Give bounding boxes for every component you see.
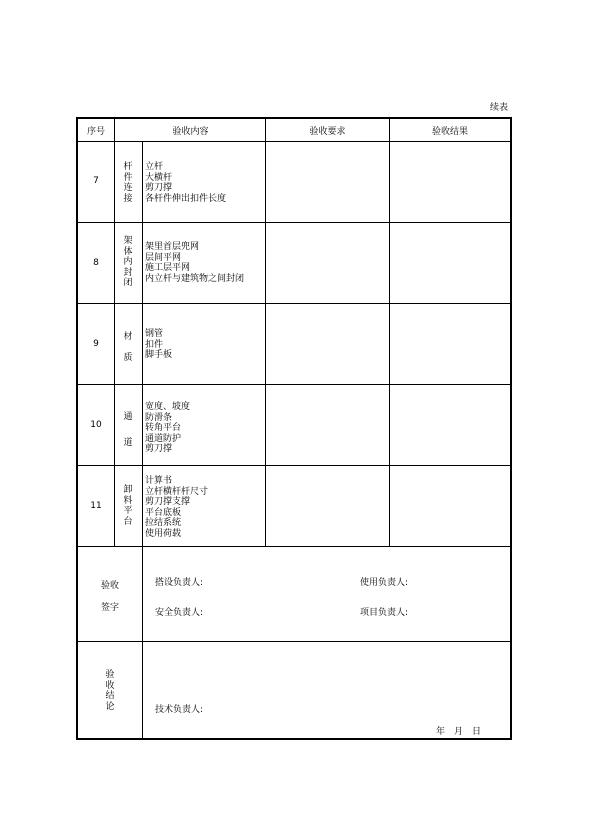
header-content: 验收内容 (172, 127, 209, 137)
table-border-top (76, 117, 512, 119)
table-border-left (76, 117, 78, 740)
column-divider (142, 141, 143, 739)
row-number: 11 (90, 501, 102, 511)
row-number: 7 (93, 176, 99, 186)
row-category: 架体内封闭 (123, 236, 133, 288)
row-category: 杆件连接 (123, 162, 133, 204)
column-divider (114, 117, 115, 547)
signature-label-line1: 验收 (100, 581, 119, 591)
row-category: 通道 (123, 412, 133, 448)
erector-signature-field: 搭设负责人: (155, 578, 204, 588)
row-items: 架里首层兜网 层间平网 施工层平网 内立杆与建筑物之间封闭 (145, 242, 245, 284)
row-number: 8 (93, 258, 99, 268)
row-items: 钢管 扣件 脚手板 (145, 329, 173, 360)
signature-label-line2: 签字 (100, 603, 119, 613)
conclusion-date: 年 月 日 (436, 727, 482, 737)
column-divider (265, 117, 266, 547)
row-number: 9 (93, 339, 99, 349)
row-number: 10 (90, 420, 102, 430)
row-category: 材质 (123, 332, 133, 363)
row-items: 立杆 大横杆 剪刀撑 各杆件伸出扣件长度 (145, 162, 227, 204)
header-requirement: 验收要求 (309, 127, 346, 137)
continued-label: 续表 (490, 103, 509, 113)
user-signature-field: 使用负责人: (360, 578, 409, 588)
row-category: 卸料平台 (123, 485, 133, 527)
header-no: 序号 (86, 127, 105, 137)
safety-signature-field: 安全负责人: (155, 608, 204, 618)
table-border-right (510, 117, 512, 740)
conclusion-label: 验收结论 (105, 670, 115, 712)
row-items: 宽度、坡度 防滑条 转角平台 通道防护 剪刀撑 (145, 402, 191, 454)
technical-signature-field: 技术负责人: (155, 705, 204, 715)
project-signature-field: 项目负责人: (360, 608, 409, 618)
row-items: 计算书 立杆横杆杆尺寸 剪刀撑支撑 平台底板 拉结系统 使用荷载 (145, 476, 209, 539)
header-result: 验收结果 (431, 127, 468, 137)
column-divider (389, 117, 390, 547)
